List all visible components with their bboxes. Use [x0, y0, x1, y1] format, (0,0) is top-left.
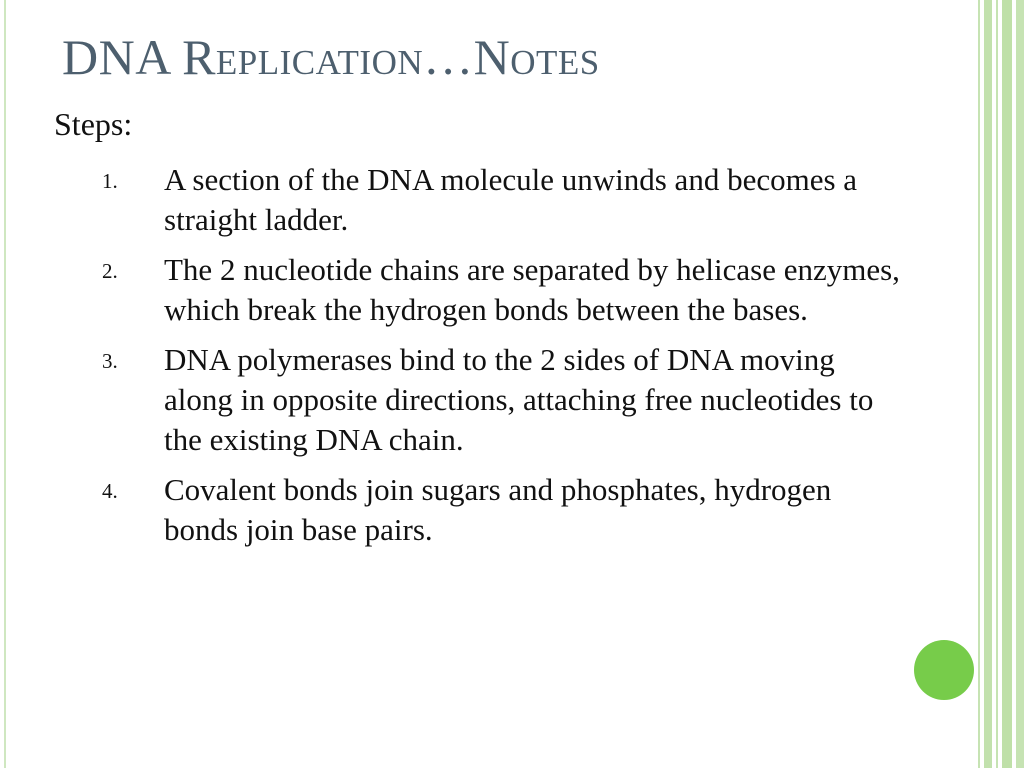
step-number: 2.	[102, 259, 118, 283]
list-item	[102, 250, 902, 330]
steps-list	[102, 160, 902, 560]
list-item	[102, 470, 902, 550]
left-border-line	[4, 0, 6, 768]
right-stripe	[984, 0, 992, 768]
green-circle-decoration	[914, 640, 974, 700]
step-number: 3.	[102, 349, 118, 373]
step-text: The 2 nucleotide chains are separated by helicase enzymes, which break the hydrogen bonds between the bases.	[164, 252, 900, 327]
steps-heading: Steps:	[54, 106, 133, 142]
step-text: DNA polymerases bind to the 2 sides of DNA moving along in opposite directions, attaching free nucleotides to the existing DNA chain.	[164, 342, 874, 457]
right-stripe	[1002, 0, 1012, 768]
step-number: 1.	[102, 169, 118, 193]
right-stripe	[996, 0, 998, 768]
right-stripe	[1016, 0, 1024, 768]
step-text: Covalent bonds join sugars and phosphates, hydrogen bonds join base pairs.	[164, 472, 832, 547]
list-item	[102, 340, 902, 460]
list-item	[102, 160, 902, 240]
slide-title: DNA Replication…Notes	[62, 29, 600, 85]
step-text: A section of the DNA molecule unwinds and becomes a straight ladder.	[164, 162, 858, 237]
right-stripe	[978, 0, 980, 768]
step-number: 4.	[102, 479, 118, 503]
